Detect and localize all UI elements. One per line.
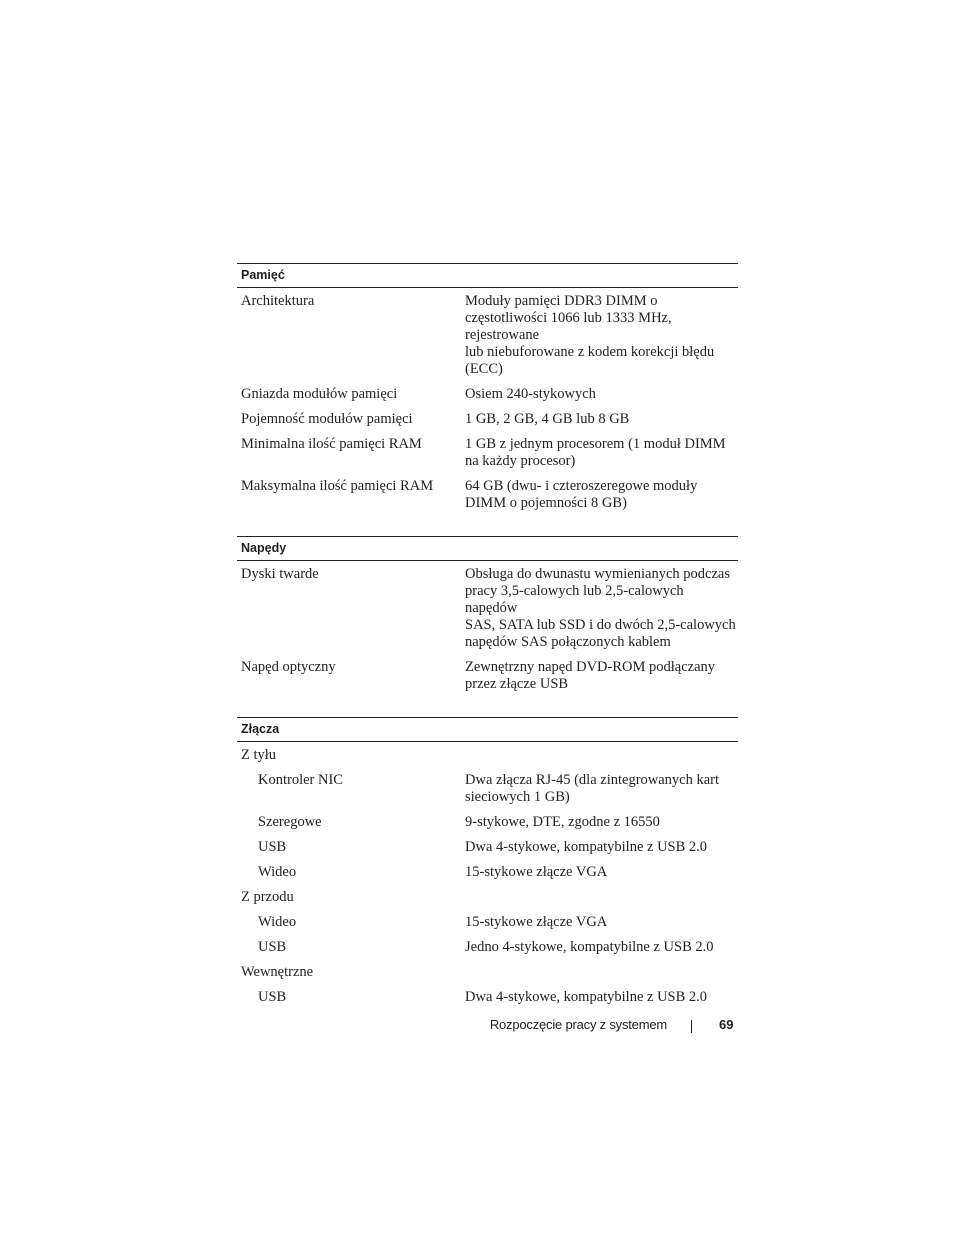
spec-value: Moduły pamięci DDR3 DIMM o częstotliwości 1066 lub 1333 MHz, rejestrowane lub niebuforowane z kodem korekcji błędu (ECC) bbox=[465, 293, 715, 377]
spec-label: Kontroler NIC bbox=[258, 772, 343, 788]
spec-label: Szeregowe bbox=[258, 814, 322, 830]
spec-group-label: Z tyłu bbox=[241, 747, 277, 763]
connectors-section bbox=[237, 717, 738, 1012]
spec-value: 64 GB (dwu- i czteroszeregowe moduły DIMM o pojemności 8 GB) bbox=[465, 478, 698, 511]
memory-min-ram-row bbox=[237, 434, 738, 476]
spec-value: 15-stykowe złącze VGA bbox=[465, 914, 608, 930]
memory-architecture-row bbox=[237, 291, 738, 384]
spec-value bbox=[465, 964, 738, 981]
connectors-internal-usb-row bbox=[237, 987, 738, 1012]
connectors-front-usb-row bbox=[237, 937, 738, 962]
connectors-front-group bbox=[237, 887, 738, 912]
connectors-rear-usb-row bbox=[237, 837, 738, 862]
connectors-rear-video-row bbox=[237, 862, 738, 887]
connectors-internal-group bbox=[237, 962, 738, 987]
spec-label: Pojemność modułów pamięci bbox=[241, 411, 413, 427]
footer-chapter-title: Rozpoczęcie pracy z systemem bbox=[489, 1017, 667, 1032]
memory-max-ram-row bbox=[237, 476, 738, 518]
spec-value bbox=[465, 747, 738, 764]
spec-label: Dyski twarde bbox=[241, 566, 319, 582]
drives-optical-row bbox=[237, 657, 738, 699]
spec-value: Dwa 4-stykowe, kompatybilne z USB 2.0 bbox=[465, 839, 708, 855]
connectors-section-title: Złącza bbox=[237, 717, 738, 742]
spec-label: USB bbox=[258, 939, 287, 955]
spec-group-label: Z przodu bbox=[241, 889, 294, 905]
spec-value: 1 GB, 2 GB, 4 GB lub 8 GB bbox=[465, 411, 630, 427]
memory-slots-row bbox=[237, 384, 738, 409]
memory-section-title: Pamięć bbox=[237, 263, 738, 288]
spec-value: 15-stykowe złącze VGA bbox=[465, 864, 608, 880]
spec-label: USB bbox=[258, 989, 287, 1005]
spec-table bbox=[237, 263, 738, 1030]
spec-value: Dwa złącza RJ-45 (dla zintegrowanych kart sieciowych 1 GB) bbox=[465, 772, 720, 805]
spec-group-label: Wewnętrzne bbox=[241, 964, 314, 980]
footer-separator bbox=[691, 1020, 692, 1033]
spec-label: Wideo bbox=[258, 914, 297, 930]
page-number: 69 bbox=[719, 1017, 734, 1032]
connectors-front-video-row bbox=[237, 912, 738, 937]
spec-value: Zewnętrzny napęd DVD-ROM podłączany przez złącze USB bbox=[465, 659, 716, 692]
spec-label: Maksymalna ilość pamięci RAM bbox=[241, 478, 434, 494]
connectors-rear-serial-row bbox=[237, 812, 738, 837]
spec-label: Wideo bbox=[258, 864, 297, 880]
connectors-rear-group bbox=[237, 745, 738, 770]
page-footer bbox=[0, 1016, 954, 1036]
memory-section bbox=[237, 263, 738, 518]
drives-hdd-row bbox=[237, 564, 738, 657]
drives-section bbox=[237, 536, 738, 699]
spec-value bbox=[465, 889, 738, 906]
spec-label: Gniazda modułów pamięci bbox=[241, 386, 398, 402]
spec-value: Obsługa do dwunastu wymienianych podczas pracy 3,5-calowych lub 2,5-calowych napędów SAS, SATA lub SSD i do dwóch 2,5-calowych napędów SAS połączonych kablem bbox=[465, 566, 736, 650]
drives-section-title: Napędy bbox=[237, 536, 738, 561]
spec-label: Napęd optyczny bbox=[241, 659, 336, 675]
spec-label: Architektura bbox=[241, 293, 315, 309]
spec-label: Minimalna ilość pamięci RAM bbox=[241, 436, 422, 452]
spec-label: USB bbox=[258, 839, 287, 855]
spec-value: Dwa 4-stykowe, kompatybilne z USB 2.0 bbox=[465, 989, 708, 1005]
spec-value: Jedno 4-stykowe, kompatybilne z USB 2.0 bbox=[465, 939, 714, 955]
connectors-rear-nic-row bbox=[237, 770, 738, 812]
spec-value: 1 GB z jednym procesorem (1 moduł DIMM na każdy procesor) bbox=[465, 436, 726, 469]
spec-value: 9-stykowe, DTE, zgodne z 16550 bbox=[465, 814, 660, 830]
spec-value: Osiem 240-stykowych bbox=[465, 386, 596, 402]
memory-capacity-row bbox=[237, 409, 738, 434]
